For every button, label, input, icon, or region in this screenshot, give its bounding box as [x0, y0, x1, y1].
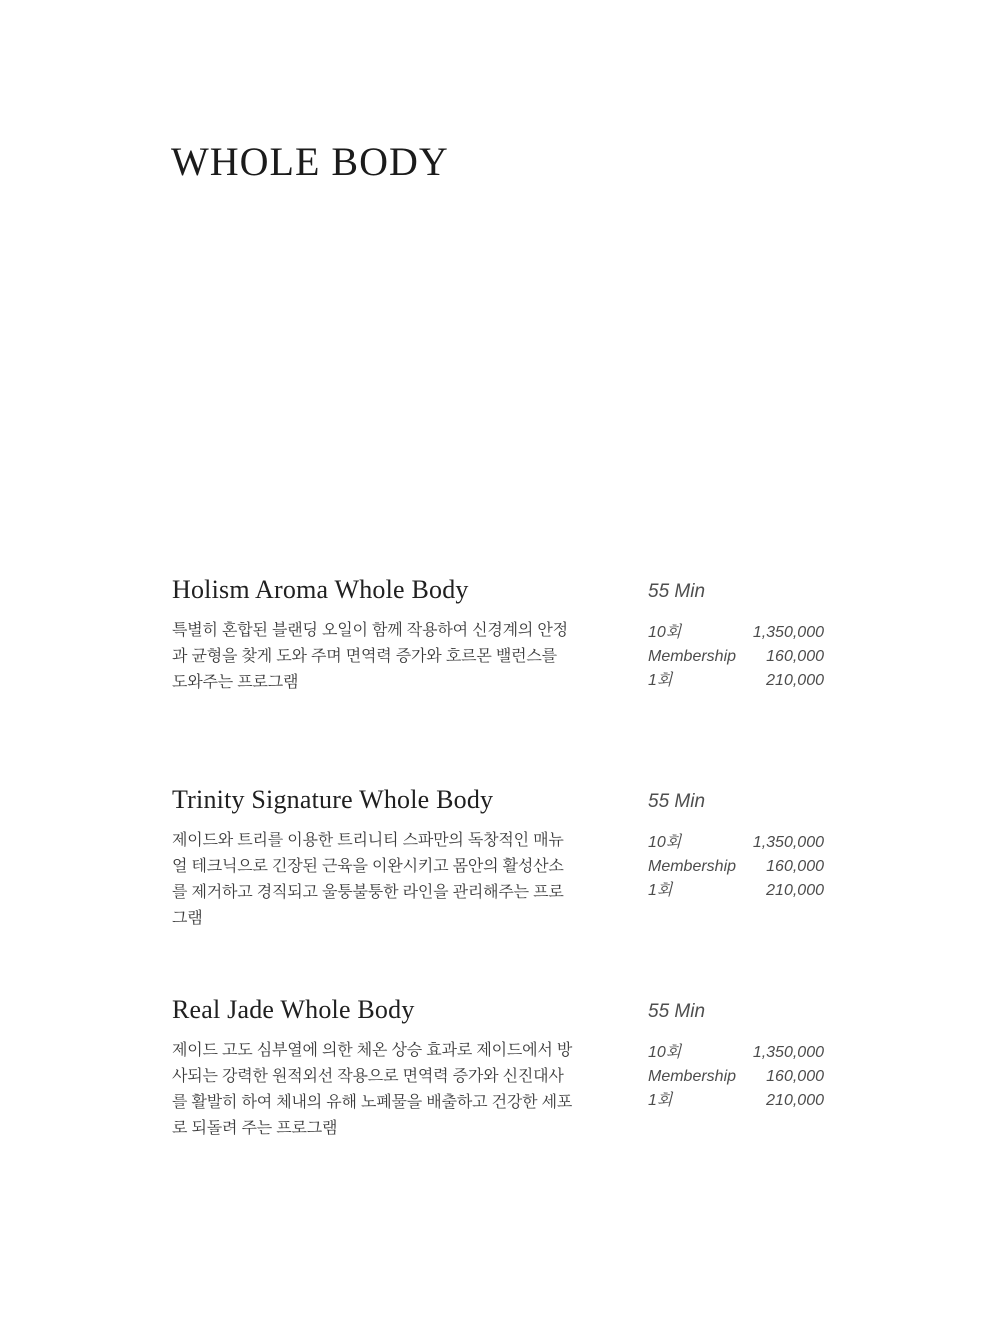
service-name: Trinity Signature Whole Body — [172, 785, 494, 814]
service-real-jade — [172, 996, 823, 1156]
price-label: Membership — [648, 1068, 737, 1085]
service-trinity-signature — [172, 786, 823, 946]
service-duration: 55 Min — [648, 1001, 706, 1022]
service-description: 특별히 혼합된 블랜딩 오일이 함께 작용하여 신경계의 안정과 균형을 찾게 도와 주며 면역력 증가와 호르몬 밸런스를 도와주는 프로그램 — [172, 622, 568, 691]
price-row — [648, 669, 824, 693]
price-value: 210,000 — [766, 882, 824, 899]
price-label: 1회 — [648, 1092, 673, 1109]
price-value: 210,000 — [766, 672, 824, 689]
price-label: Membership — [648, 648, 737, 665]
price-label: 1회 — [648, 882, 673, 899]
price-value: 160,000 — [766, 858, 824, 875]
page-title: WHOLE BODY — [171, 139, 449, 184]
service-name: Real Jade Whole Body — [172, 995, 415, 1024]
service-duration: 55 Min — [648, 791, 706, 812]
price-label: 10회 — [648, 624, 682, 641]
price-value: 1,350,000 — [752, 834, 824, 851]
price-row — [648, 621, 824, 645]
price-value: 160,000 — [766, 1068, 824, 1085]
price-value: 160,000 — [766, 648, 824, 665]
price-value: 1,350,000 — [752, 1044, 824, 1061]
price-value: 1,350,000 — [752, 624, 824, 641]
price-label: Membership — [648, 858, 737, 875]
price-value: 210,000 — [766, 1092, 824, 1109]
price-row — [648, 1089, 824, 1113]
price-row — [648, 645, 824, 669]
price-label: 10회 — [648, 834, 682, 851]
service-description: 제이드와 트리를 이용한 트리니티 스파만의 독창적인 매뉴얼 테크닉으로 긴장된 근육을 이완시키고 몸안의 활성산소를 제거하고 경직되고 울퉁불퉁한 라인을 관리해주는 프로그램 — [172, 832, 564, 927]
price-row — [648, 1065, 824, 1089]
service-name: Holism Aroma Whole Body — [172, 575, 469, 604]
price-row — [648, 1041, 824, 1065]
price-table — [648, 621, 824, 693]
price-row — [648, 879, 824, 903]
price-table — [648, 1041, 824, 1113]
price-row — [648, 831, 824, 855]
service-holism-aroma — [172, 576, 823, 736]
price-label: 10회 — [648, 1044, 682, 1061]
service-description: 제이드 고도 심부열에 의한 체온 상승 효과로 제이드에서 방사되는 강력한 원적외선 작용으로 면역력 증가와 신진대사를 활발히 하여 체내의 유해 노폐물을 배출하고 건강한 세포로 되돌려 주는 프로그램 — [172, 1042, 573, 1137]
price-row — [648, 855, 824, 879]
price-label: 1회 — [648, 672, 673, 689]
price-table — [648, 831, 824, 903]
service-duration: 55 Min — [648, 581, 706, 602]
